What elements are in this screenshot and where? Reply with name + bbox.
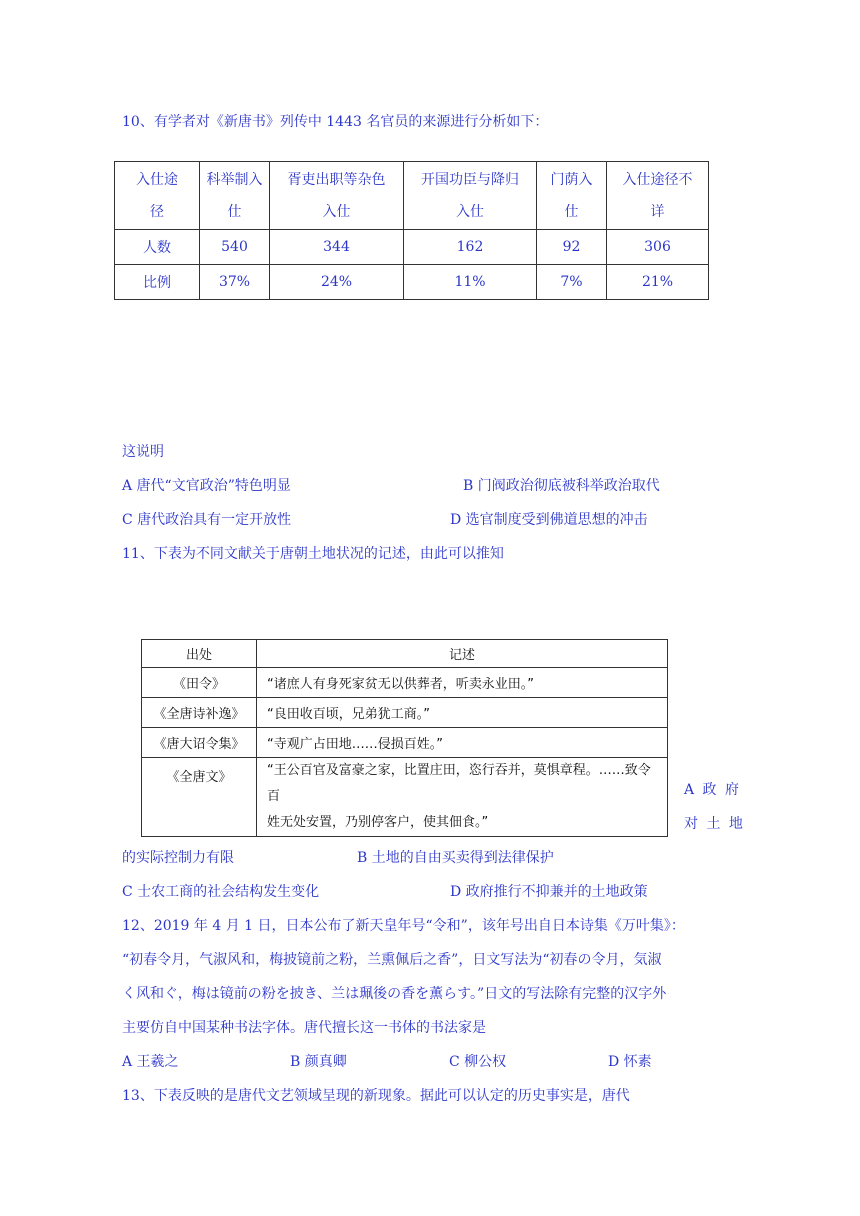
table-cell: 《田令》 (142, 668, 257, 698)
q12-line-1: 12、2019 年 4 月 1 日，日本公布了新天皇年号“令和”，该年号出自日本诗集《万叶集》： (122, 918, 685, 934)
q10-option-a: A 唐代“文官政治”特色明显 (122, 478, 291, 494)
table-header-cell: 入仕途 径 (115, 162, 200, 230)
table-header-cell: 入仕途径不 详 (607, 162, 709, 230)
table-header-cell: 记述 (257, 640, 668, 668)
table-header-row (142, 640, 668, 668)
table-cell: 344 (270, 230, 404, 265)
table-cell: 《唐大诏令集》 (142, 728, 257, 758)
q11-option-d: D 政府推行不抑兼并的土地政策 (450, 884, 648, 900)
q12-line-4: 主要仿自中国某种书法字体。唐代擅长这一书体的书法家是 (122, 1020, 486, 1036)
table-cell: 162 (404, 230, 537, 265)
table-cell: 306 (607, 230, 709, 265)
table-row (115, 265, 709, 300)
table-row (142, 698, 668, 728)
table-cell: 《全唐文》 (142, 758, 257, 837)
table-cell: 24% (270, 265, 404, 300)
table-header-cell: 门荫入 仕 (537, 162, 607, 230)
table-header-row (115, 162, 709, 230)
table-cell: 《全唐诗补逸》 (142, 698, 257, 728)
table-cell: 比例 (115, 265, 200, 300)
q10-option-b: B 门阀政治彻底被科举政治取代 (463, 478, 660, 494)
table-row (142, 758, 668, 837)
q12-option-c: C 柳公权 (449, 1054, 507, 1070)
table-header-cell: 出处 (142, 640, 257, 668)
table-cell: 11% (404, 265, 537, 300)
table-row (115, 230, 709, 265)
q12-line-3: く风和ぐ，梅は镜前の粉を披き、兰は珮後の香を薫らす。”日文的写法除有完整的汉字外 (122, 986, 667, 1002)
table-cell: 7% (537, 265, 607, 300)
q13-stem: 13、下表反映的是唐代文艺领域呈现的新现象。据此可以认定的历史事实是，唐代 (122, 1088, 630, 1104)
q11-option-c: C 士农工商的社会结构发生变化 (122, 884, 320, 900)
q10-option-d: D 选官制度受到佛道思想的冲击 (450, 512, 648, 528)
table-header-cell: 开国功臣与降归 入仕 (404, 162, 537, 230)
q10-table (114, 161, 709, 300)
q12-option-a: A 王羲之 (122, 1054, 179, 1070)
table-cell: 37% (200, 265, 270, 300)
table-row (142, 668, 668, 698)
q10-prompt: 这说明 (122, 444, 164, 460)
table-row (142, 728, 668, 758)
table-cell: “寺观广占田地……侵损百姓。” (257, 728, 668, 758)
table-cell: 人数 (115, 230, 200, 265)
q11-option-a-part2: 对 土 地 (684, 816, 745, 832)
table-cell: 92 (537, 230, 607, 265)
table-header-cell: 科举制入 仕 (200, 162, 270, 230)
table-header-cell: 胥吏出职等杂色 入仕 (270, 162, 404, 230)
q10-stem: 10、有学者对《新唐书》列传中 1443 名官员的来源进行分析如下： (122, 114, 549, 130)
q12-option-d: D 怀素 (608, 1054, 652, 1070)
q11-option-b: B 土地的自由买卖得到法律保护 (357, 850, 554, 866)
q10-option-c: C 唐代政治具有一定开放性 (122, 512, 292, 528)
q11-option-a-part3: 的实际控制力有限 (122, 850, 234, 866)
table-cell: 540 (200, 230, 270, 265)
table-cell: “良田收百顷，兄弟犹工商。” (257, 698, 668, 728)
table-cell: 21% (607, 265, 709, 300)
q11-stem: 11、下表为不同文献关于唐朝土地状况的记述，由此可以推知 (122, 546, 504, 562)
q12-option-b: B 颜真卿 (290, 1054, 347, 1070)
table-cell: “诸庶人有身死家贫无以供葬者，听卖永业田。” (257, 668, 668, 698)
q12-line-2: “初春令月，气淑风和，梅披镜前之粉，兰熏佩后之香”，日文写法为“初春の令月，気淑 (122, 952, 662, 968)
table-cell: “王公百官及富豪之家，比置庄田，恣行吞并，莫惧章程。……致令百 姓无处安置，乃别停客户，使其佃食。” (257, 758, 668, 837)
q11-option-a-part1: A 政 府 (684, 782, 742, 798)
q11-table (141, 639, 668, 837)
